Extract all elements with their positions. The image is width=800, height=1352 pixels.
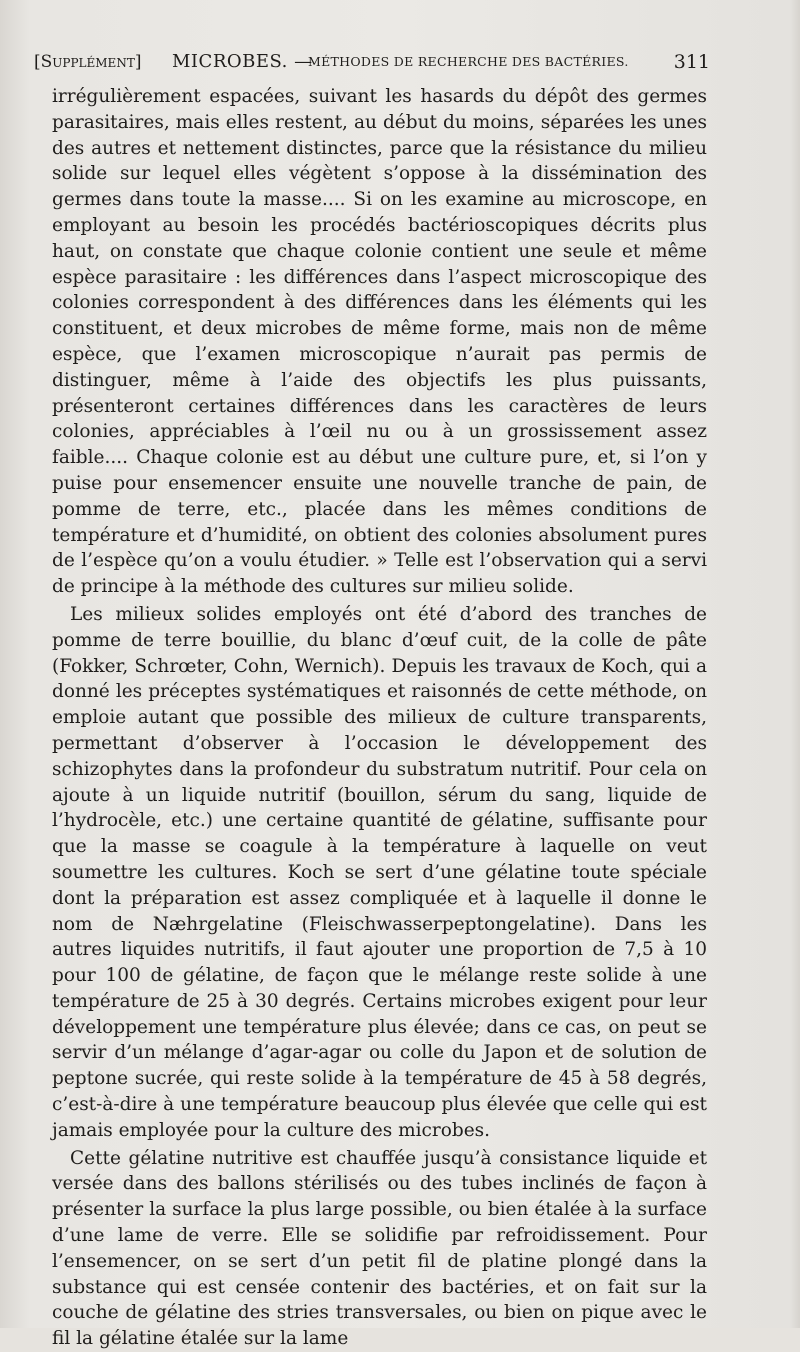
page-body xyxy=(52,84,707,1352)
running-subtitle: MÉTHODES DE RECHERCHE DES BACTÉRIES. xyxy=(308,54,629,69)
running-header xyxy=(34,48,710,76)
supplement-label: [Supplément] xyxy=(34,52,142,72)
paragraph-2: Les milieux solides employés ont été d’abord des tranches de pomme de terre bouillie, du blanc d’œuf cuit, de la colle de pâte (Fokker, Schrœter, Cohn, Wernich). Depuis les travaux de Koch, qui a donné les préceptes systématiques et raisonnés de cette méthode, on emploie autant que possible des milieux de culture transparents, permettant d’observer à l’occasion le développement des schizophytes dans la profondeur du substratum nutritif. Pour cela on ajoute à un liquide nutritif (bouillon, sérum du sang, liquide de l’hydrocèle, etc.) une certaine quantité de gélatine, suffisante pour que la masse se coagule à la température à laquelle on veut soumettre les cultures. Koch se sert d’une gélatine toute spéciale dont la préparation est assez compliquée et à laquelle il donne le nom de Næhrgelatine (Fleischwasserpeptongelatine). Dans les autres liquides nutritifs, il faut ajouter une proportion de 7,5 à 10 pour 100 de gélatine, de façon que le mélange reste solide à une température de 25 à 30 degrés. Certains microbes exigent pour leur développement une température plus élevée; dans ce cas, on peut se servir d’un mélange d’agar-agar ou colle du Japon et de solution de peptone sucrée, qui reste solide à la température de 45 à 58 degrés, c’est-à-dire à une température beaucoup plus élevée que celle qui est jamais employée pour la culture des microbes. xyxy=(52,603,707,1141)
title-dash: — xyxy=(294,51,313,72)
page-number: 311 xyxy=(673,51,710,73)
running-title xyxy=(172,48,313,76)
paragraph-3: Cette gélatine nutritive est chauffée jusqu’à consistance liquide et versée dans des ballons stérilisés ou des tubes inclinés de façon à présenter la surface la plus large possible, ou bien étalée à la surface d’une lame de verre. Elle se solidifie par refroidissement. Pour l’ensemencer, on se sert d’un petit fil de platine plongé dans la substance qui est censée contenir des bactéries, et on fait sur la couche de gélatine des stries transversales, ou bien on pique avec le fil la gélatine étalée sur la lame xyxy=(52,1147,707,1350)
paragraph-1: irrégulièrement espacées, suivant les hasards du dépôt des germes parasitaires, mais elles restent, au début du moins, séparées les unes des autres et nettement distinctes, parce que la résistance du milieu solide sur lequel elles végètent s’oppose à la dissémination des germes dans toute la masse.... Si on les examine au microscope, en employant au besoin les procédés bactérioscopiques décrits plus haut, on constate que chaque colonie contient une seule et même espèce parasitaire : les différences dans l’aspect microscopique des colonies correspondent à des différences dans les éléments qui les constituent, et deux microbes de même forme, mais non de même espèce, que l’examen microscopique n’aurait pas permis de distinguer, même à l’aide des objectifs les plus puissants, présenteront certaines différences dans les caractères de leurs colonies, appréciables à l’œil nu ou à un grossissement assez faible.... Chaque colonie est au début une culture pure, et, si l’on y puise pour ensemencer ensuite une nouvelle tranche de pain, de pomme de terre, etc., placée dans les mêmes conditions de température et d’humidité, on obtient des colonies absolument pures de l’espèce qu’on a voulu étudier. » Telle est l’observation qui a servi de principe à la méthode des cultures sur milieu solide. xyxy=(52,86,707,598)
title-text: MICROBES. xyxy=(172,51,288,72)
